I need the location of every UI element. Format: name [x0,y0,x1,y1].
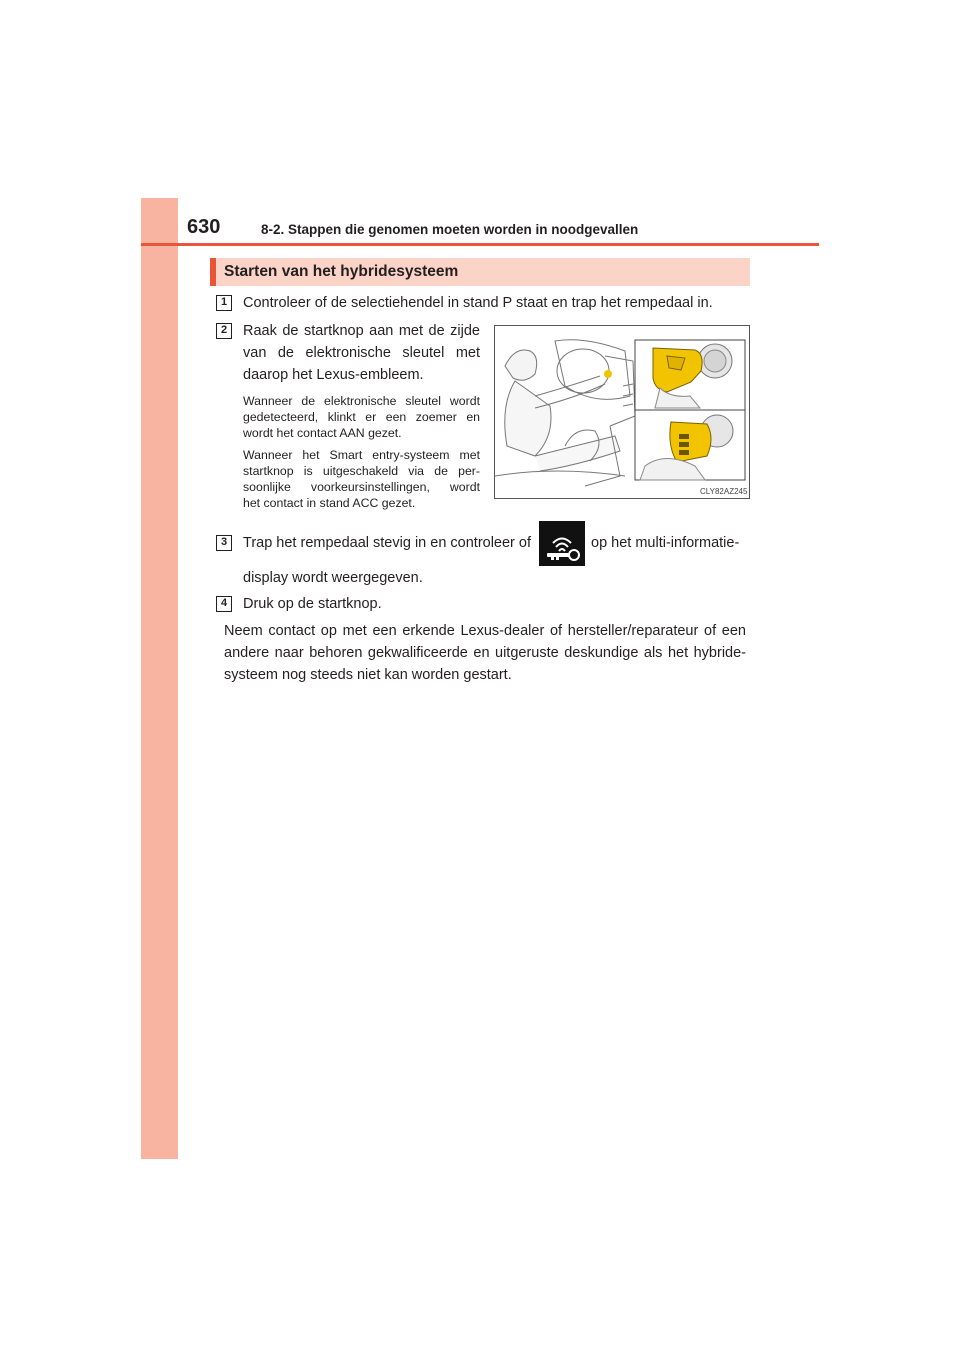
step-1-text: Controleer of de selectiehendel in stand P staat en trap het rempedaal in. [243,295,713,311]
chapter-title: 8-2. Stappen die genomen moeten worden in noodgevallen [261,222,639,237]
step-number-3: 3 [216,535,232,551]
page-number: 630 [187,216,221,238]
header-rule [141,243,819,246]
closing-line: systeem nog steeds niet kan worden gestart. [224,667,512,683]
note-line: startknop is uitgeschakeld via de per- [243,464,480,478]
note-line: het contact in stand ACC gezet. [243,496,416,510]
closing-line: Neem contact op met een erkende Lexus-dealer of hersteller/reparateur of een [224,623,746,639]
step-number-1: 1 [216,295,232,311]
step-3-text-line2: display wordt weergegeven. [243,570,423,586]
step-2-line: Raak de startknop aan met de zijde [243,323,480,339]
note-line: gedetecteerd, klinkt er een zoemer en [243,410,480,424]
note-line: wordt het contact AAN gezet. [243,426,402,440]
note-line: soonlijke voorkeursinstellingen, wordt [243,480,480,494]
side-bar [141,198,178,1159]
step-number-4: 4 [216,596,232,612]
note-line: Wanneer de elektronische sleutel wordt [243,394,480,408]
step-3-text-before: Trap het rempedaal stevig in en controleer of [243,535,532,551]
note-line: Wanneer het Smart entry-systeem met [243,448,480,462]
step-2-line: daarop het Lexus-embleem. [243,367,424,383]
start-button-illustration [494,325,750,499]
step-4-text: Druk op de startknop. [243,596,382,612]
step-number-2: 2 [216,323,232,339]
section-heading: Starten van het hybridesysteem [210,258,750,286]
closing-line: andere naar behoren gekwalificeerde en uitgeruste deskundige als het hybride- [224,645,746,661]
step-3-text-after: op het multi-informatie- [591,535,740,551]
key-warning-icon [539,521,585,566]
car-interior-illustration [495,326,749,498]
step-2-line: van de elektronische sleutel met [243,345,480,361]
key-highlight [604,370,612,378]
figure-code: CLY82AZ245 [700,487,748,496]
